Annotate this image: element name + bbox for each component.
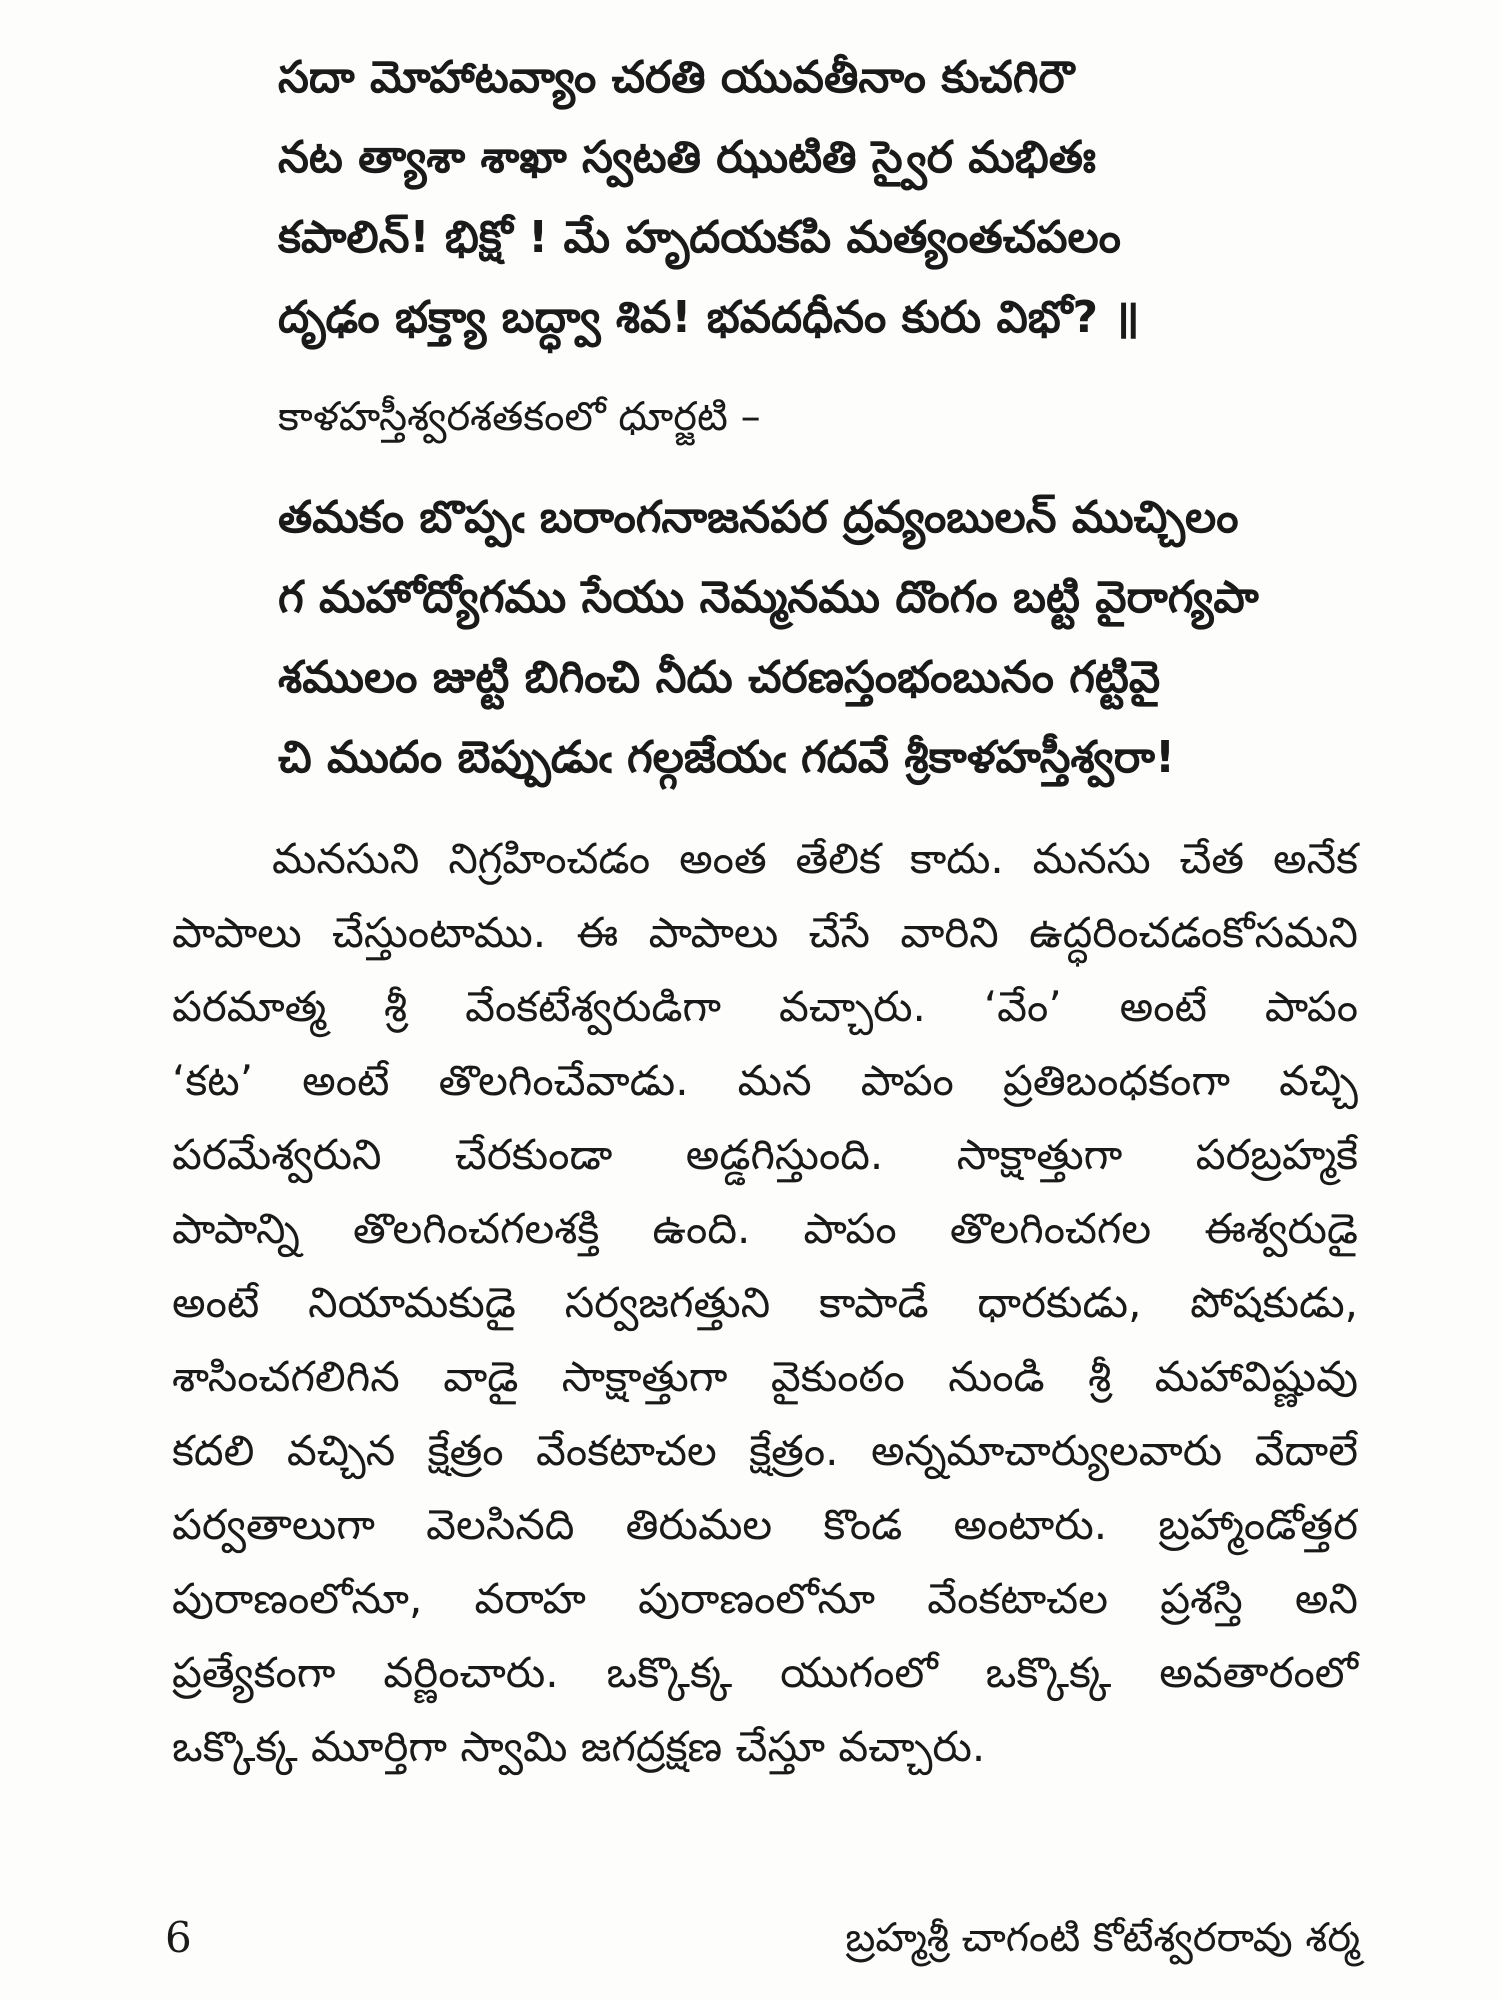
- page-number: 6: [165, 1913, 192, 1962]
- body-line: పరమాత్మ శ్రీ వేంకటేశ్వరుడిగా వచ్చారు. ‘వేం’ అంటే పాపం: [172, 982, 1358, 1031]
- telugu-poem-verse: [278, 478, 1358, 798]
- body-line: పాపాలు చేస్తుంటాము. ఈ పాపాలు చేసే వారిని ఉద్ధరించడంకోసమని: [172, 908, 1358, 957]
- sanskrit-verse: [278, 38, 1358, 358]
- body-line: శాసించగలిగిన వాడై సాక్షాత్తుగా వైకుంఠం నుండి శ్రీ మహావిష్ణువు: [172, 1352, 1358, 1401]
- verse-line: గ మహోద్యోగము సేయు నెమ్మనము దొంగం బట్టి వైరాగ్యపా: [278, 572, 1259, 623]
- body-line: ప్రత్యేకంగా వర్ణించారు. ఒక్కొక్క యుగంలో ఒక్కొక్క అవతారంలో: [172, 1648, 1358, 1697]
- body-paragraph: [172, 822, 1358, 1784]
- verse-line: కపాలిన్! భిక్షో ! మే హృదయకపి మత్యంతచపలం: [278, 212, 1121, 263]
- verse-line: చి ముదం బెప్పుడుఁ గల్గజేయఁ గదవే శ్రీకాళహస్తీశ్వరా!: [278, 732, 1176, 783]
- verse-line: దృఢం భక్త్యా బద్ధ్వా శివ! భవదధీనం కురు విభో? ॥: [278, 292, 1140, 343]
- verse-line: సదా మోహాటవ్యాం చరతి యువతీనాం కుచగిరౌ: [278, 52, 1075, 103]
- body-line: పరమేశ్వరుని చేరకుండా అడ్డగిస్తుంది. సాక్షాత్తుగా పరబ్రహ్మకే: [172, 1130, 1358, 1179]
- body-line: ఒక్కొక్క మూర్తిగా స్వామి జగద్రక్షణ చేస్తూ వచ్చారు.: [172, 1722, 986, 1771]
- running-footer-author: బ్రహ్మశ్రీ చాగంటి కోటేశ్వరరావు శర్మ: [845, 1915, 1360, 1961]
- verse-line: తమకం బొప్పఁ బరాంగనాజనపర ద్రవ్యంబులన్ ముచ్చిలం: [278, 492, 1239, 543]
- body-line: కదలి వచ్చిన క్షేత్రం వేంకటాచల క్షేత్రం. అన్నమాచార్యులవారు వేదాలే: [172, 1426, 1358, 1475]
- verse-line: నట త్యాశా శాఖా స్వటతి ఝుటితి స్వైర మభితః: [278, 132, 1096, 183]
- verse-attribution: కాళహస్తీశ్వరశతకంలో ధూర్జటి –: [278, 394, 761, 440]
- body-line: పురాణంలోనూ, వరాహ పురాణంలోనూ వేంకటాచల ప్రశస్తి అని: [172, 1574, 1358, 1623]
- body-line: అంటే నియామకుడై సర్వజగత్తుని కాపాడే ధారకుడు, పోషకుడు,: [172, 1278, 1358, 1327]
- body-line: పాపాన్ని తొలగించగలశక్తి ఉంది. పాపం తొలగించగల ఈశ్వరుడై: [172, 1204, 1358, 1253]
- body-line: ‘కట’ అంటే తొలగించేవాడు. మన పాపం ప్రతిబంధకంగా వచ్చి: [172, 1056, 1358, 1105]
- body-line: మనసుని నిగ్రహించడం అంత తేలిక కాదు. మనసు చేత అనేక: [272, 834, 1358, 883]
- page-footer: [165, 1908, 1360, 1968]
- body-line: పర్వతాలుగా వెలసినది తిరుమల కొండ అంటారు. బ్రహ్మాండోత్తర: [172, 1500, 1358, 1549]
- verse-line: శములం జుట్టి బిగించి నీదు చరణస్తంభంబునం గట్టివై: [278, 652, 1161, 703]
